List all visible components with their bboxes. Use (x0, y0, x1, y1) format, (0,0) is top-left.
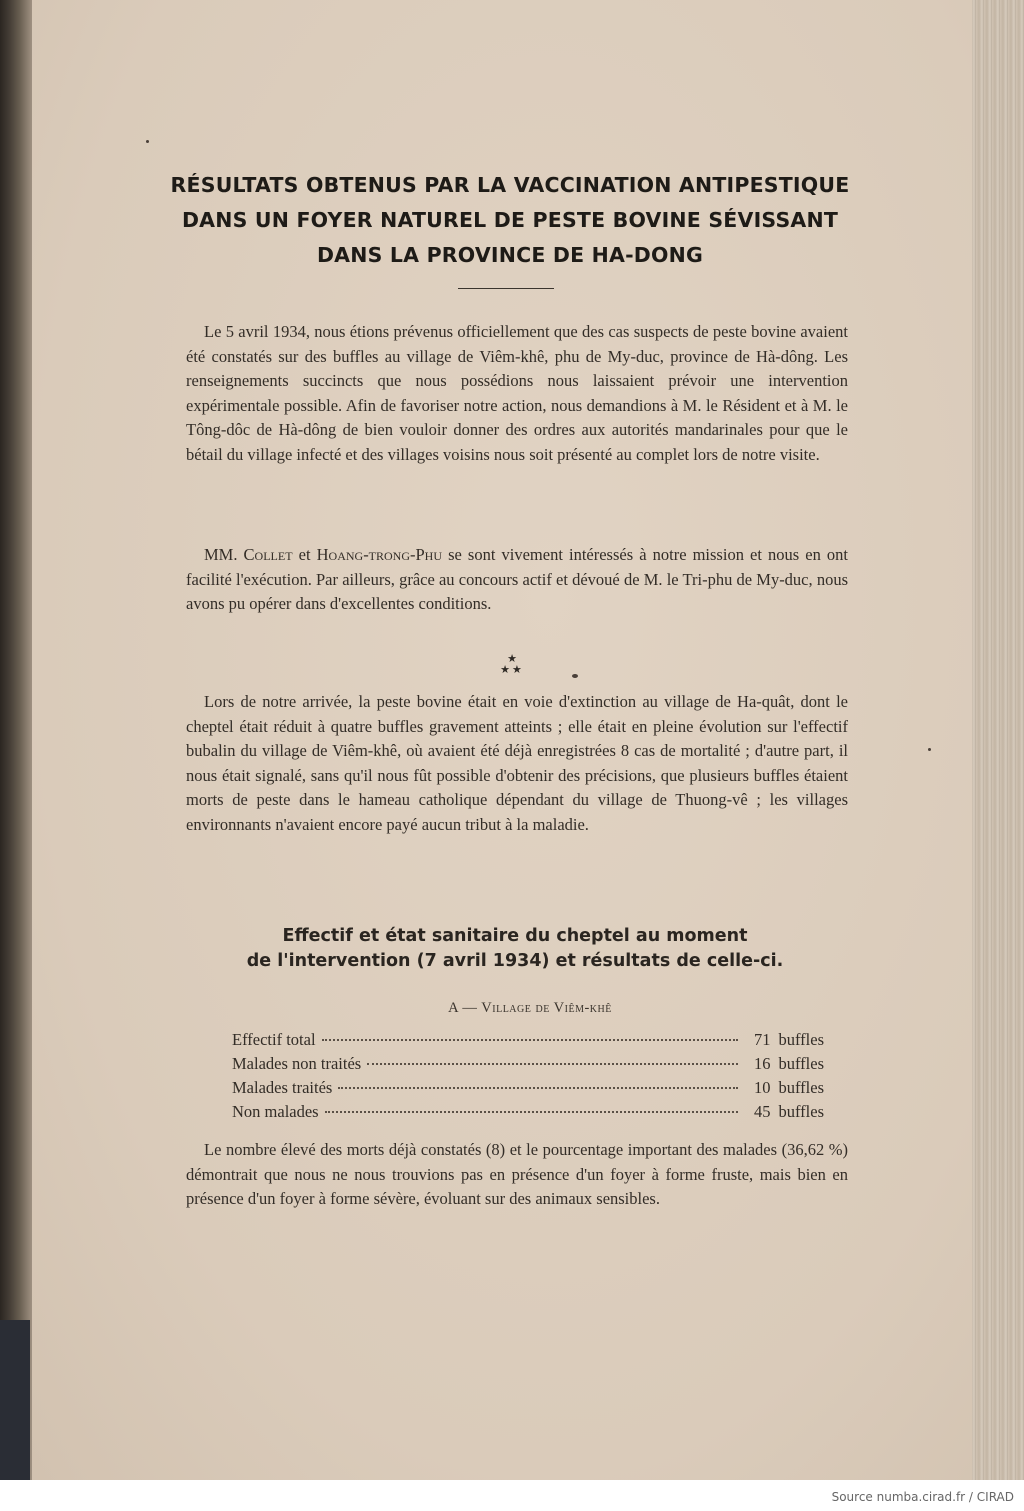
page-edges (968, 0, 1024, 1480)
stat-label: Malades traités (232, 1078, 333, 1097)
stat-value: 71 (753, 1030, 771, 1049)
leader-dots (322, 1039, 739, 1041)
stat-label: Effectif total (232, 1030, 316, 1049)
section-separator (492, 654, 532, 676)
section-heading-a: A — Village de Viêm-khê (448, 1000, 612, 1016)
separator-star-top: ★ (507, 653, 517, 665)
stat-value: 10 (753, 1078, 771, 1097)
paragraph-2-mid: et (292, 545, 317, 564)
stat-row (232, 1102, 824, 1126)
article-title (170, 168, 850, 273)
subtitle-line-1: Effectif et état sanitaire du cheptel au moment (282, 926, 748, 946)
separator-stars-bottom: ★★ (500, 664, 524, 676)
stat-unit: buffles (778, 1054, 824, 1073)
leader-dots (367, 1063, 738, 1065)
herd-statistics (232, 1030, 824, 1126)
paper-speck (928, 748, 931, 751)
stat-label: Non malades (232, 1102, 319, 1121)
paper-speck (146, 140, 149, 143)
title-divider (458, 288, 554, 289)
stat-value: 45 (753, 1102, 771, 1121)
stat-label: Malades non traités (232, 1054, 362, 1073)
stat-value: 16 (753, 1054, 771, 1073)
paper-speck (572, 674, 578, 678)
subtitle-line-2: de l'intervention (7 avril 1934) et résultats de celle-ci. (246, 951, 784, 971)
stat-unit: buffles (778, 1030, 824, 1049)
paragraph-4: Le nombre élevé des morts déjà constatés (8) et le pourcentage important des malades (36,62 %) démontrait que nous ne nous trouvions pas en présence d'un foyer à forme fruste, mais bien en présence d'un foyer à forme sévère, évoluant sur des animaux sensibles. (186, 1140, 848, 1208)
paragraph-2-end: se sont vivement intéressés à notre mission et nous en ont facilité l'exécution. Par ailleurs, grâce au concours actif et dévoué de M. le Tri-phu de My-duc, nous avons pu opérer dans d'excellentes conditions. (186, 545, 848, 613)
stat-unit: buffles (778, 1102, 824, 1121)
section-subtitle (170, 924, 860, 974)
paragraph-2-start: MM. (204, 545, 244, 564)
stat-unit: buffles (778, 1078, 824, 1097)
person-name-hoang-trong-phu: Hoang-trong-Phu (316, 545, 443, 564)
person-name-collet: Collet (243, 545, 293, 564)
leader-dots (325, 1111, 739, 1113)
title-line-3: DANS LA PROVINCE DE HA-DONG (316, 243, 704, 267)
title-line-1: RÉSULTATS OBTENUS PAR LA VACCINATION ANTIPESTIQUE (170, 173, 850, 197)
leader-dots (338, 1087, 738, 1089)
stat-row (232, 1030, 824, 1054)
paragraph-3: Lors de notre arrivée, la peste bovine était en voie d'extinction au village de Ha-quât, dont le cheptel était réduit à quatre buffles gravement atteints ; elle était en pleine évolution sur l'effectif bubalin du village de Viêm-khê, où avaient été déjà enregistrées 8 cas de mortalité ; d'autre part, il nous était signalé, sans qu'il nous fût possible d'obtenir des précisions, que plusieurs buffles étaient morts de peste dans le hameau catholique dépendant du village de Thuong-vê ; les villages environnants n'avaient encore payé aucun tribut à la maladie. (186, 692, 848, 834)
paragraph-1: Le 5 avril 1934, nous étions prévenus officiellement que des cas suspects de peste bovine avaient été constatés sur des buffles au village de Viêm-khê, phu de My-duc, province de Hà-dông. Les renseignements succincts que nous possédions nous laissaient prévoir une intervention expérimentale possible. Afin de favoriser notre action, nous demandions à M. le Résident et à M. le Tông-dôc de Hà-dông de bien vouloir donner des ordres aux autorités mandarinales pour que le bétail du village infecté et des villages voisins nous soit présenté au complet lors de notre visite. (186, 322, 848, 464)
stat-row (232, 1054, 824, 1078)
source-credit: Source numba.cirad.fr / CIRAD (831, 1490, 1014, 1504)
title-line-2: DANS UN FOYER NATUREL DE PESTE BOVINE SÉVISSANT (181, 208, 839, 232)
stat-row (232, 1078, 824, 1102)
spine-tape (0, 1320, 30, 1480)
paragraph-2 (186, 543, 848, 617)
